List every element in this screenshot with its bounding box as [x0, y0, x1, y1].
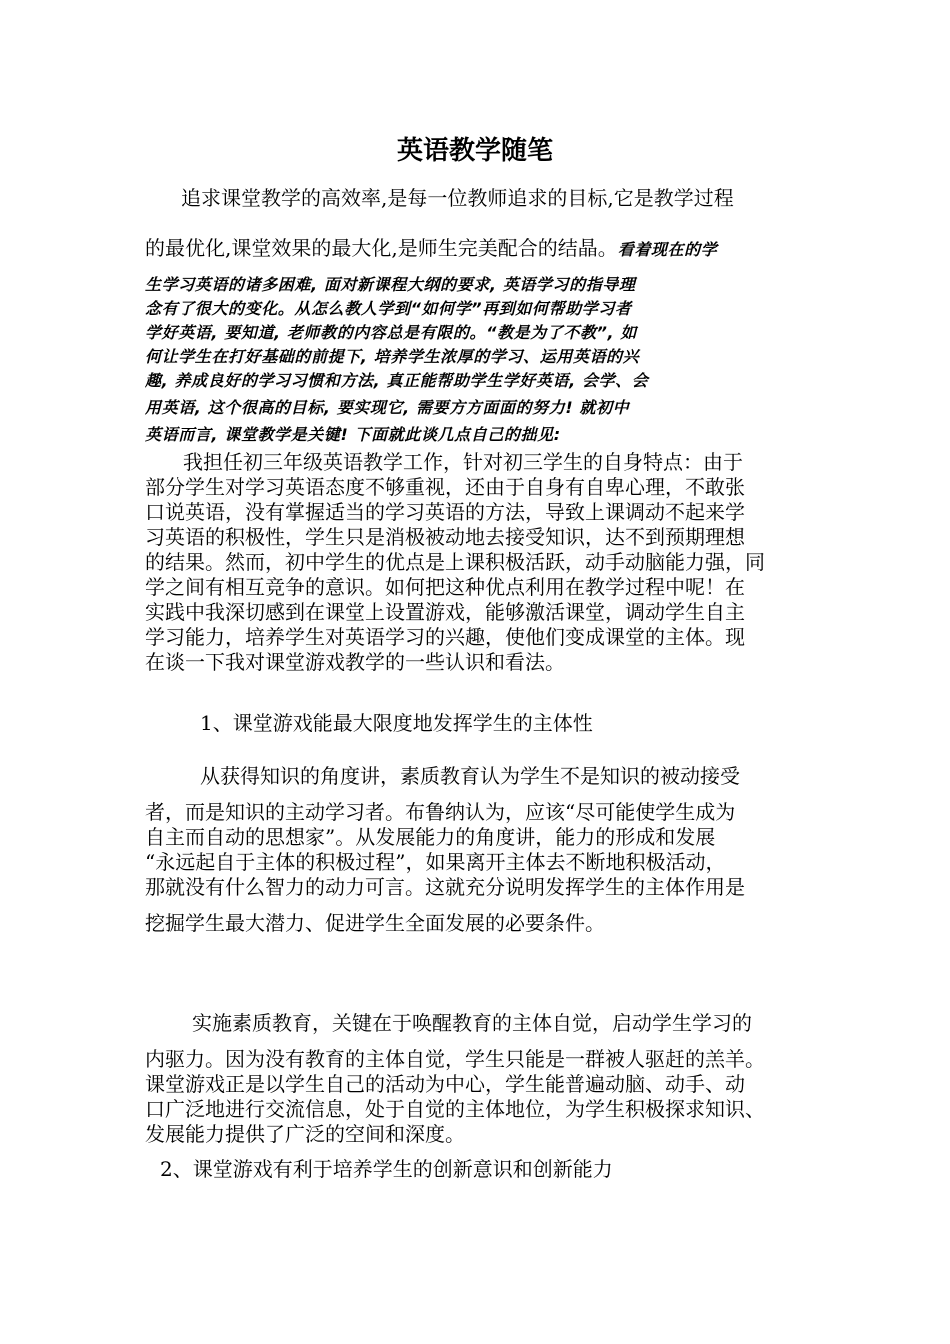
para4-line: 内驱力。因为没有教育的主体自觉，学生只能是一群被人驱赶的羔羊。 — [145, 1047, 765, 1071]
section-heading-1: 1、课堂游戏能最大限度地发挥学生的主体性 — [200, 711, 593, 735]
para3-line: “永远起自于主体的积极过程”，如果离开主体去不断地积极活动， — [145, 850, 726, 874]
para4-line: 口广泛地进行交流信息，处于自觉的主体地位，为学生积极探求知识、 — [145, 1097, 765, 1121]
para3-line: 者，而是知识的主动学习者。布鲁纳认为，应该“尽可能使学生成为 — [145, 800, 736, 824]
para3-line: 那就没有什么智力的动力可言。这就充分说明发挥学生的主体作用是 — [145, 875, 745, 899]
para2-line: 部分学生对学习英语态度不够重视，还由于自身有自卑心理，不敢张 — [145, 475, 745, 499]
para4-line: 发展能力提供了广泛的空间和深度。 — [145, 1122, 465, 1146]
para3-line: 自主而自动的思想家”。从发展能力的角度讲，能力的形成和发展 — [145, 825, 716, 849]
para4-line: 实施素质教育，关键在于唤醒教育的主体自觉，启动学生学习的 — [192, 1011, 752, 1035]
para3-line: 挖掘学生最大潜力、促进学生全面发展的必要条件。 — [145, 911, 605, 935]
para2-line: 在谈一下我对课堂游戏教学的一些认识和看法。 — [145, 650, 565, 674]
intro-line-2-handwritten: 看着现在的学 — [617, 240, 718, 259]
para2-line: 学习能力，培养学生对英语学习的兴趣，使他们变成课堂的主体。现 — [145, 625, 745, 649]
handwritten-line-4: 何让学生在打好基础的前提下, 培养学生浓厚的学习、运用英语的兴 — [145, 347, 640, 366]
para2-line: 口说英语，没有掌握适当的学习英语的方法，导致上课调动不起来学 — [145, 500, 745, 524]
handwritten-line-2: 念有了很大的变化。从怎么教人学到“如何学”再到如何帮助学习者 — [145, 299, 632, 318]
para3-line: 从获得知识的角度讲，素质教育认为学生不是知识的被动接受 — [200, 764, 740, 788]
intro-line-1: 追求课堂教学的高效率,是每一位教师追求的目标,它是教学过程 — [181, 186, 734, 210]
handwritten-line-6: 用英语, 这个很高的目标, 要实现它, 需要方方面面的努力! 就初中 — [145, 398, 630, 417]
para2-line: 我担任初三年级英语教学工作，针对初三学生的自身特点：由于 — [183, 450, 743, 474]
handwritten-line-1: 生学习英语的诸多困难, 面对新课程大纲的要求, 英语学习的指导理 — [145, 275, 636, 294]
intro-line-2-text: 的最优化,课堂效果的最大化,是师生完美配合的结晶。 — [145, 236, 618, 260]
para4-line: 课堂游戏正是以学生自己的活动为中心，学生能普遍动脑、动手、动 — [145, 1072, 745, 1096]
para2-line: 习英语的积极性，学生只是消极被动地去接受知识，达不到预期理想 — [145, 525, 745, 549]
document-title: 英语教学随笔 — [396, 136, 553, 166]
section-heading-2: 2、课堂游戏有利于培养学生的创新意识和创新能力 — [160, 1157, 613, 1181]
intro-line-2 — [145, 236, 717, 262]
para2-line: 的结果。然而，初中学生的优点是上课积极活跃，动手动脑能力强，同 — [145, 550, 765, 574]
handwritten-line-3: 学好英语, 要知道, 老师教的内容总是有限的。“教是为了不教”, 如 — [145, 323, 637, 342]
handwritten-line-5: 趣, 养成良好的学习习惯和方法, 真正能帮助学生学好英语, 会学、会 — [145, 371, 649, 390]
para2-line: 实践中我深切感到在课堂上设置游戏，能够激活课堂，调动学生自主 — [145, 600, 745, 624]
handwritten-line-7: 英语而言, 课堂教学是关键! 下面就此谈几点自己的拙见: — [145, 425, 561, 444]
para2-line: 学之间有相互竞争的意识。如何把这种优点利用在教学过程中呢！在 — [145, 575, 745, 599]
